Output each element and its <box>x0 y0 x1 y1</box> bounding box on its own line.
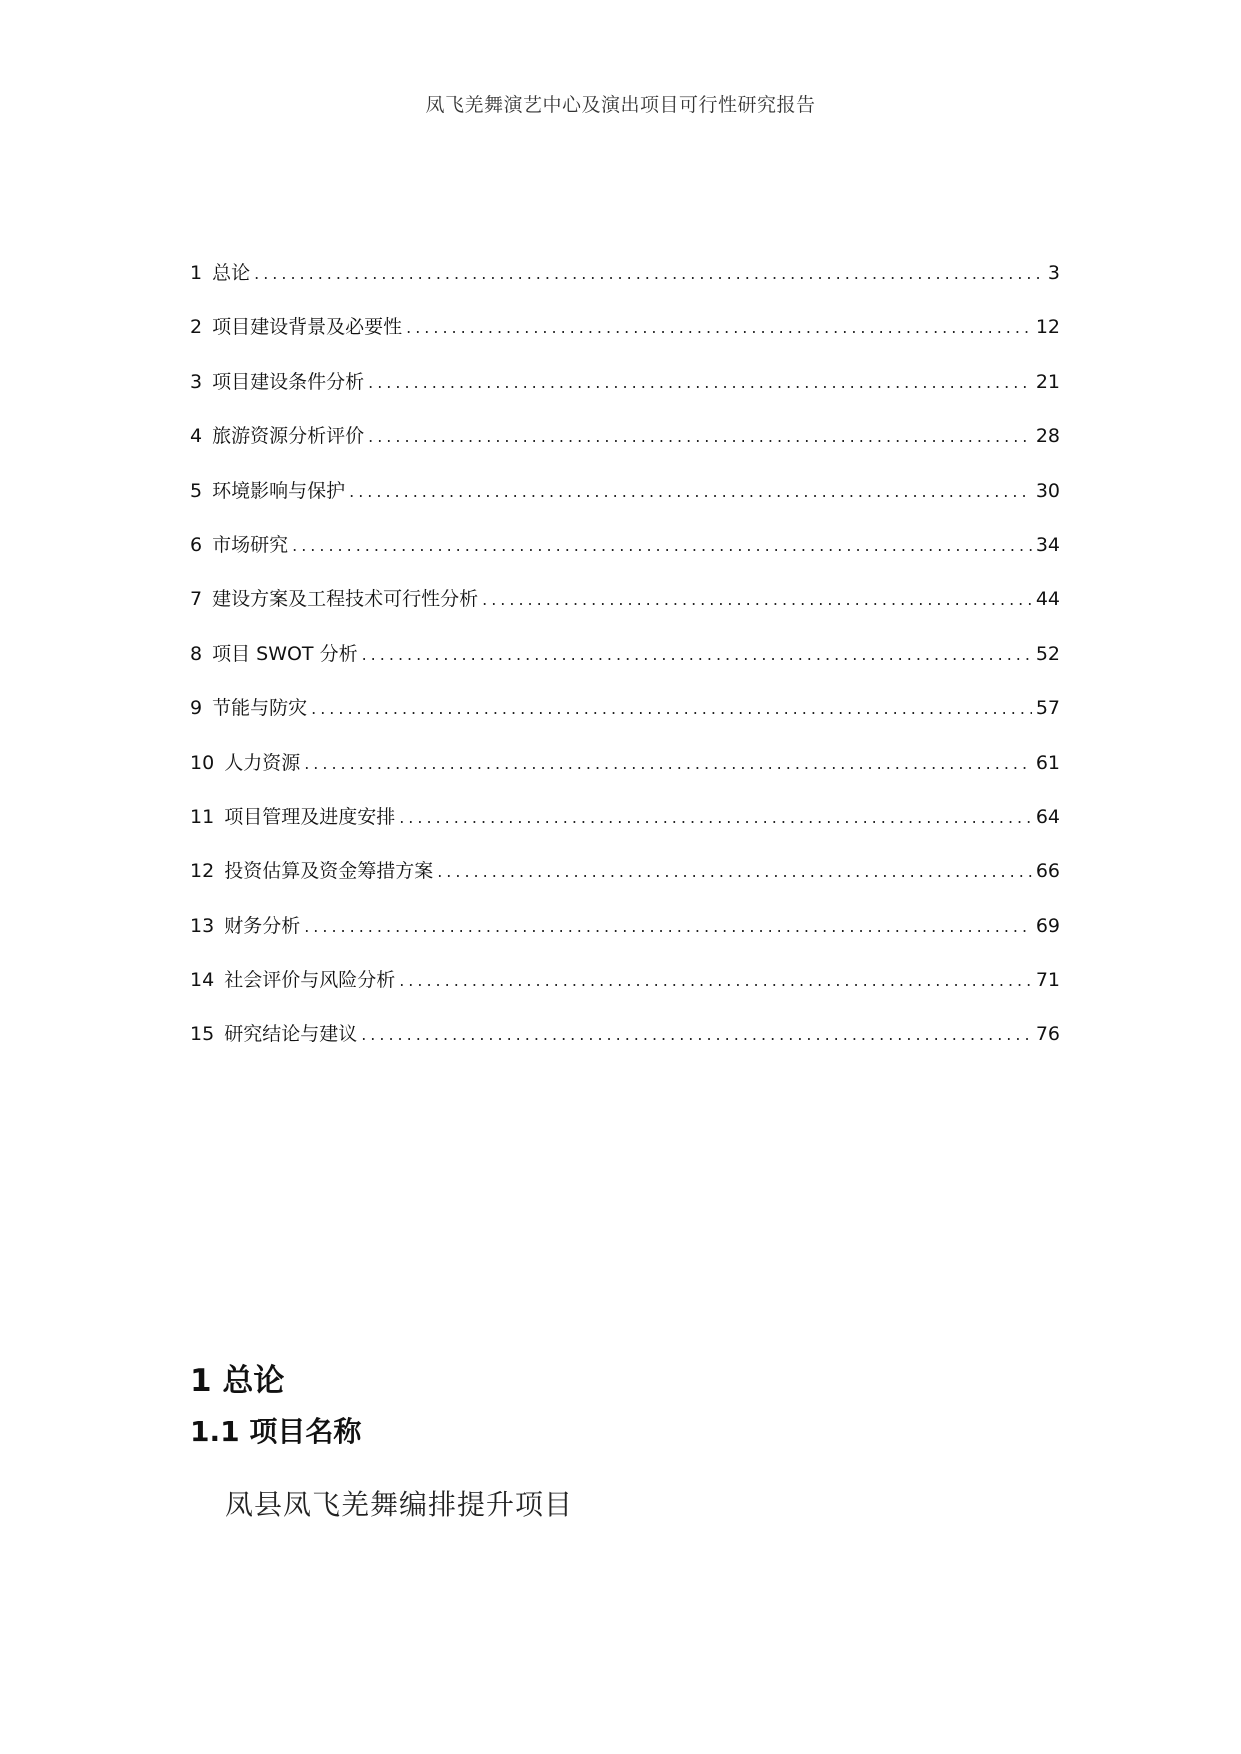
toc-entry-number: 6 <box>190 533 203 556</box>
toc-dot-leader <box>304 917 1032 936</box>
toc-dot-leader <box>368 427 1032 446</box>
toc-dot-leader <box>311 699 1032 718</box>
toc-entry-page: 71 <box>1035 969 1060 992</box>
toc-entry-page: 44 <box>1035 588 1060 611</box>
toc-entry[interactable] <box>190 367 1060 421</box>
toc-entry-number: 3 <box>190 370 203 393</box>
toc-entry-title: 项目建设条件分析 <box>212 370 365 393</box>
toc-entry-title: 人力资源 <box>224 751 301 774</box>
toc-entry[interactable] <box>190 693 1060 747</box>
toc-entry-page: 76 <box>1035 1023 1060 1046</box>
toc-entry-page: 12 <box>1035 316 1060 339</box>
toc-entry-page: 30 <box>1035 479 1060 502</box>
toc-entry-page: 64 <box>1035 805 1060 828</box>
toc-entry-number: 5 <box>190 479 203 502</box>
toc-dot-leader <box>482 590 1032 609</box>
toc-entry-title: 市场研究 <box>212 533 289 556</box>
toc-dot-leader <box>349 482 1032 501</box>
toc-entry-number: 9 <box>190 697 203 720</box>
toc-entry[interactable] <box>190 856 1060 910</box>
toc-dot-leader <box>254 264 1044 283</box>
toc-entry-number: 2 <box>190 316 203 339</box>
toc-entry[interactable] <box>190 421 1060 475</box>
chapter-heading: 1 总论 <box>190 1363 285 1399</box>
toc-entry-title: 项目建设背景及必要性 <box>212 316 403 339</box>
toc-entry-page: 57 <box>1035 697 1060 720</box>
toc-entry[interactable] <box>190 530 1060 584</box>
toc-dot-leader <box>361 1025 1032 1044</box>
toc-entry-title: 社会评价与风险分析 <box>224 969 396 992</box>
toc-entry[interactable] <box>190 1019 1060 1073</box>
toc-entry[interactable] <box>190 476 1060 530</box>
toc-entry-page: 21 <box>1035 370 1060 393</box>
toc-entry-title: 节能与防灾 <box>212 697 308 720</box>
toc-entry[interactable] <box>190 584 1060 638</box>
toc-entry-title: 财务分析 <box>224 914 301 937</box>
toc-entry[interactable] <box>190 639 1060 693</box>
toc-entry-page: 52 <box>1035 642 1060 665</box>
toc-entry[interactable] <box>190 748 1060 802</box>
table-of-contents <box>190 258 1060 1074</box>
toc-entry-number: 10 <box>190 751 215 774</box>
toc-entry-title: 项目管理及进度安排 <box>224 805 396 828</box>
toc-dot-leader <box>292 536 1032 555</box>
toc-entry-page: 3 <box>1047 262 1060 284</box>
toc-entry-page: 69 <box>1035 914 1060 937</box>
toc-entry-page: 28 <box>1035 425 1060 448</box>
toc-entry[interactable] <box>190 258 1060 312</box>
toc-entry-title: 研究结论与建议 <box>224 1023 358 1046</box>
toc-entry-number: 11 <box>190 805 215 828</box>
toc-entry[interactable] <box>190 965 1060 1019</box>
toc-entry-number: 13 <box>190 914 215 937</box>
toc-entry-title: 环境影响与保护 <box>212 479 346 502</box>
toc-entry-number: 15 <box>190 1023 215 1046</box>
toc-entry-title: 项目 SWOT 分析 <box>212 642 358 665</box>
toc-entry-number: 8 <box>190 642 203 665</box>
toc-entry-title: 投资估算及资金筹措方案 <box>224 860 434 883</box>
toc-entry-title: 总论 <box>212 262 251 284</box>
toc-entry-page: 34 <box>1035 533 1060 556</box>
project-name-paragraph: 凤县凤飞羌舞编排提升项目 <box>225 1488 574 1521</box>
toc-entry[interactable] <box>190 802 1060 856</box>
toc-entry[interactable] <box>190 911 1060 965</box>
toc-dot-leader <box>362 645 1032 664</box>
toc-entry-page: 61 <box>1035 751 1060 774</box>
toc-entry-number: 4 <box>190 425 203 448</box>
toc-entry-title: 建设方案及工程技术可行性分析 <box>212 588 479 611</box>
toc-entry-page: 66 <box>1035 860 1060 883</box>
toc-dot-leader <box>399 808 1032 827</box>
toc-dot-leader <box>304 754 1032 773</box>
toc-entry-number: 12 <box>190 860 215 883</box>
toc-entry[interactable] <box>190 312 1060 366</box>
section-heading: 1.1 项目名称 <box>190 1415 362 1448</box>
toc-entry-number: 14 <box>190 969 215 992</box>
toc-dot-leader <box>368 373 1032 392</box>
page-header-title: 凤飞羌舞演艺中心及演出项目可行性研究报告 <box>425 94 816 116</box>
toc-dot-leader <box>399 971 1032 990</box>
toc-entry-number: 1 <box>190 262 203 284</box>
toc-entry-title: 旅游资源分析评价 <box>212 425 365 448</box>
toc-entry-number: 7 <box>190 588 203 611</box>
toc-dot-leader <box>437 862 1032 881</box>
toc-dot-leader <box>406 318 1032 337</box>
